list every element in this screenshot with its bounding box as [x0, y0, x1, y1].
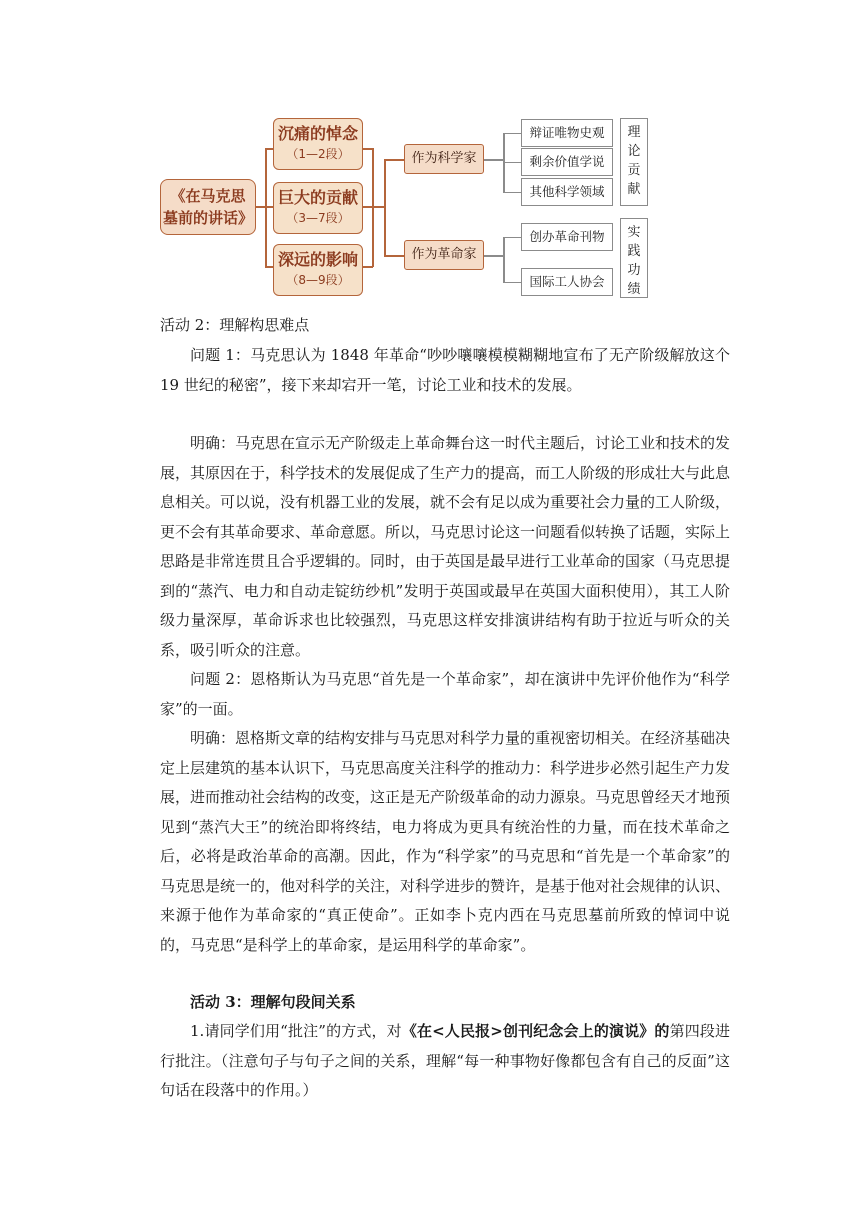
part-mourning — [273, 118, 363, 170]
side-char: 绩 — [627, 282, 641, 297]
side-char: 理 — [627, 125, 641, 140]
side-char: 功 — [627, 263, 641, 278]
leaf-other-sciences: 其他科学领域 — [521, 178, 613, 206]
question-1: 问题 1：马克思认为 1848 年革命“吵吵嚷嚷模模糊糊地宣布了无产阶级解放这个 19 世纪的秘密”，接下来却宕开一笔，讨论工业和技术的发展。 — [160, 346, 730, 394]
root-line-1: 《在马克思 — [170, 187, 246, 205]
leaf-revolutionary-journals: 创办革命刊物 — [521, 223, 613, 251]
activity-2-heading: 活动 2：理解构思难点 — [160, 316, 310, 334]
task-1-prefix: 1.请同学们用“批注”的方式，对 — [190, 1022, 402, 1040]
role-scientist: 作为科学家 — [404, 144, 484, 174]
activity-3-heading: 活动 3：理解句段间关系 — [190, 993, 356, 1011]
task-1-particle: 的 — [654, 1022, 670, 1040]
root-line-2: 墓前的讲话》 — [162, 209, 253, 227]
side-char: 实 — [627, 225, 641, 240]
part-range: （8—9段） — [286, 273, 350, 287]
answer-2: 明确：恩格斯文章的结构安排与马克思对科学力量的重视密切相关。在经济基础决定上层建筑的基本认识下，马克思高度关注科学的推动力：科学进步必然引起生产力发展，进而推动社会结构的改变，这正是无产阶级革命的动力源泉。马克思曾经天才地预见到“蒸汽大王”的统治即将终结，电力将成为更具有统治性的力量，而在技术革命之后，必将是政治革命的高潮。因此，作为“科学家”的马克思和“首先是一个革命家”的马克思是统一的，他对科学的关注，对科学进步的赞许，是基于他对社会规律的认识、来源于他作为革命家的“真正使命”。正如李卜克内西在马克思墓前所致的悼词中说的，马克思“是科学上的革命家，是运用科学的革命家”。 — [160, 729, 731, 954]
task-1-suffix: 第四段进行批注。（注意句子与句子之间的关系，理解“每一种事物好像都包含有自己的反面”这句话在段落中的作用。） — [160, 1022, 730, 1099]
side-label-practice — [620, 218, 648, 298]
leaf-surplus-value: 剩余价值学说 — [521, 148, 613, 176]
part-range: （1—2段） — [286, 147, 350, 161]
leaf-dialectical-materialism: 辩证唯物史观 — [521, 119, 613, 147]
diagram-root — [160, 179, 256, 235]
side-char: 论 — [627, 144, 641, 159]
part-title: 沉痛的悼念 — [277, 124, 358, 143]
task-1-title: 《在<人民报>创刊纪念会上的演说》 — [401, 1022, 655, 1040]
question-2: 问题 2：恩格斯认为马克思“首先是一个革命家”，却在演讲中先评价他作为“科学家”的一面。 — [160, 670, 730, 718]
leaf-international-workers: 国际工人协会 — [521, 268, 613, 296]
structure-diagram — [0, 0, 860, 310]
part-title: 巨大的贡献 — [277, 188, 358, 207]
part-range: （3—7段） — [286, 211, 350, 225]
side-label-theory — [620, 118, 648, 206]
side-char: 贡 — [627, 163, 641, 178]
part-influence — [273, 244, 363, 296]
side-char: 献 — [627, 182, 641, 197]
task-1 — [160, 1017, 730, 1106]
part-title: 深远的影响 — [277, 250, 358, 269]
answer-1: 明确：马克思在宣示无产阶级走上革命舞台这一时代主题后，讨论工业和技术的发展，其原因在于，科学技术的发展促成了生产力的提高，而工人阶级的形成壮大与此息息相关。可以说，没有机器工业的发展，就不会有足以成为重要社会力量的工人阶级，更不会有其革命要求、革命意愿。所以，马克思讨论这一问题看似转换了话题，实际上思路是非常连贯且合乎逻辑的。同时，由于英国是最早进行工业革命的国家（马克思提到的“蒸汽、电力和自动走锭纺纱机”发明于英国或最早在英国大面积使用），其工人阶级力量深厚，革命诉求也比较强烈，马克思这样安排演讲结构有助于拉近与听众的关系，吸引听众的注意。 — [160, 434, 731, 659]
side-char: 践 — [627, 244, 641, 259]
part-contribution — [273, 182, 363, 234]
role-revolutionary: 作为革命家 — [404, 240, 484, 270]
